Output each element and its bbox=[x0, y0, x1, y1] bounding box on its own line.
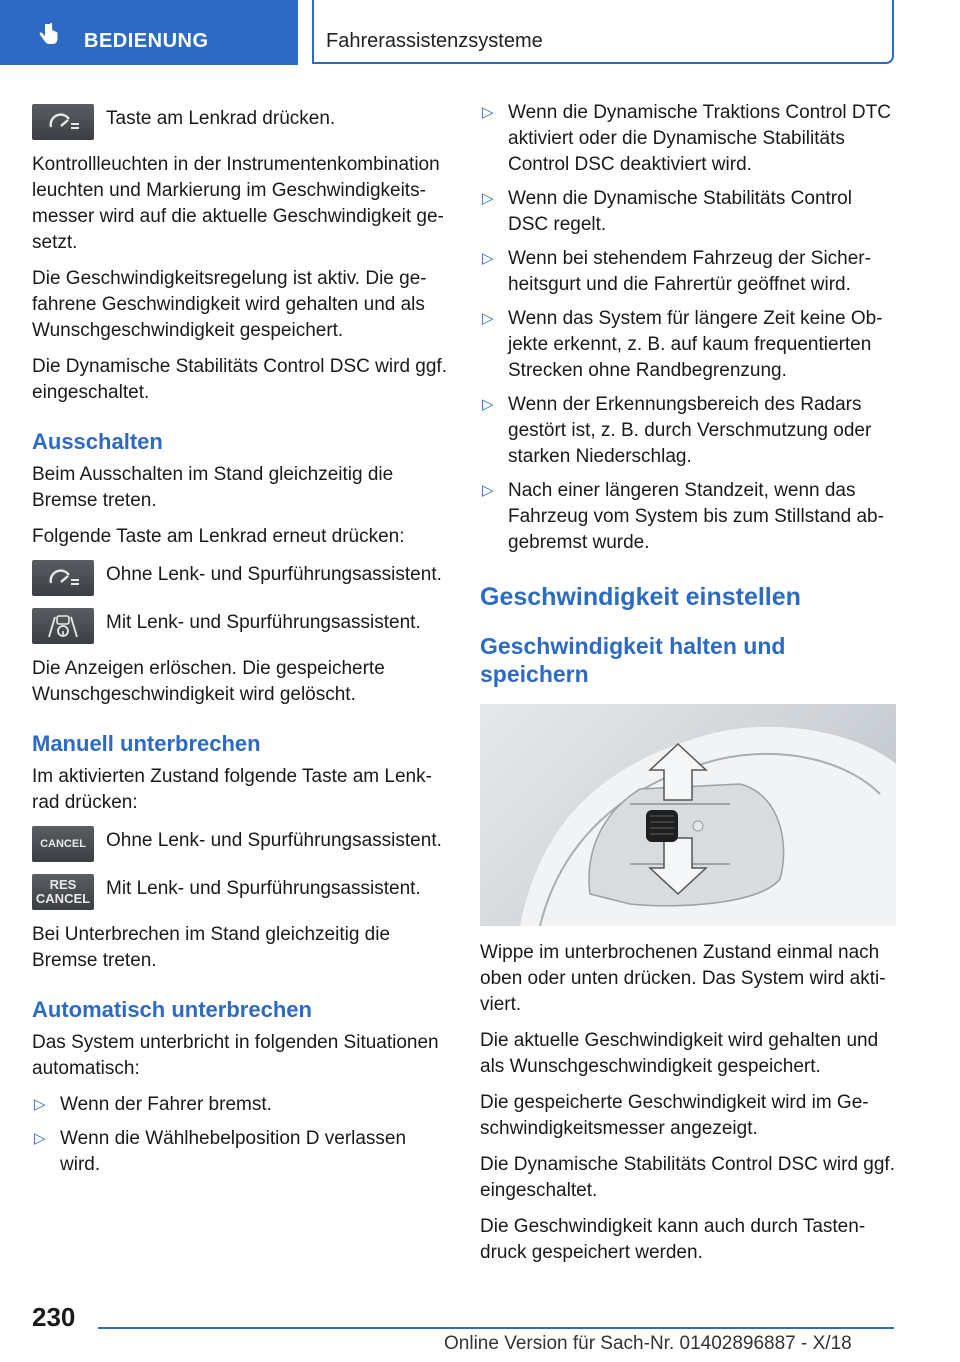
section-label: BEDIENUNG bbox=[84, 30, 209, 52]
speedometer-icon bbox=[41, 109, 85, 135]
paragraph: Wippe im unterbrochenen Zustand einmal nach oben oder unten drücken. Das System wird aktiviert. bbox=[480, 942, 886, 1015]
list-item: ▷ Wenn bei stehendem Fahrzeug der Sicherheitsgurt und die Fahrertür geöffnet wird. bbox=[482, 248, 871, 295]
cancel-button-icon bbox=[32, 826, 94, 862]
heading-ausschalten: Ausschalten bbox=[32, 429, 163, 454]
button-caption: Mit Lenk- und Spurführungsassistent. bbox=[106, 612, 421, 633]
chapter-title: Fahrerassistenzsysteme bbox=[326, 30, 543, 52]
footer-divider bbox=[98, 1327, 894, 1329]
list-item: ▷ Wenn der Fahrer bremst. bbox=[32, 1092, 448, 1118]
steering-wheel-rocker-photo bbox=[480, 704, 896, 926]
paragraph: Die gespeicherte Geschwindigkeit wird im Geschwindigkeitsmesser angezeigt. bbox=[480, 1092, 869, 1139]
res-cancel-button-icon bbox=[32, 874, 94, 910]
triangle-bullet-icon: ▷ bbox=[34, 1096, 46, 1113]
list-item: ▷ Wenn die Dynamische Traktions Control DTC aktiviert oder die Dynamische Stabilitäts Control DSC deaktiviert wird. bbox=[482, 102, 891, 175]
triangle-bullet-icon: ▷ bbox=[482, 482, 494, 499]
button-row-off-2 bbox=[32, 608, 448, 644]
bullet-list-right bbox=[480, 100, 896, 556]
list-item: ▷ Wenn der Erkennungsbereich des Radars gestört ist, z. B. durch Verschmutzung oder starken Niederschlag. bbox=[482, 394, 872, 467]
paragraph: Kontrollleuchten in der Instrumentenkombination leuchten und Markierung im Geschwindigkeitsmesser wird auf die aktuelle Geschwindigkeit gesetzt. bbox=[32, 154, 444, 253]
button-caption: Mit Lenk- und Spurführungsassistent. bbox=[106, 878, 421, 899]
cruise-control-button-icon bbox=[32, 560, 94, 596]
cancel-label: CANCEL bbox=[40, 838, 86, 850]
paragraph: Bei Unterbrechen im Stand gleichzeitig die Bremse treten. bbox=[32, 924, 391, 971]
triangle-bullet-icon: ▷ bbox=[482, 190, 494, 207]
list-item: ▷ Wenn die Dynamische Stabilitäts Control DSC regelt. bbox=[482, 188, 852, 235]
paragraph: Im aktivierten Zustand folgende Taste am Lenkrad drücken: bbox=[32, 766, 432, 813]
paragraph: Die Geschwindigkeit kann auch durch Tastendruck gespeichert werden. bbox=[480, 1216, 866, 1263]
button-caption: Taste am Lenkrad drücken. bbox=[106, 108, 336, 129]
heading-manuell: Manuell unterbrechen bbox=[32, 731, 261, 756]
list-item: ▷ Wenn die Wählhebelposition D verlassen wird. bbox=[34, 1128, 407, 1175]
cruise-control-button-icon bbox=[32, 104, 94, 140]
left-column bbox=[32, 100, 448, 1188]
paragraph: Die aktuelle Geschwindigkeit wird gehalten und als Wunschgeschwindigkeit gespeichert. bbox=[480, 1030, 879, 1077]
section-tab bbox=[0, 0, 298, 65]
speedometer-icon bbox=[41, 565, 85, 591]
bullet-list-left bbox=[32, 1092, 448, 1178]
paragraph: Die Dynamische Stabilitäts Control DSC wird ggf. eingeschaltet. bbox=[480, 1154, 895, 1201]
list-item: ▷ Wenn das System für längere Zeit keine Objekte erkennt, z. B. auf kaum frequentierten Strecken ohne Randbegrenzung. bbox=[482, 308, 883, 381]
cancel-label: CANCEL bbox=[35, 891, 91, 906]
paragraph: Beim Ausschalten im Stand gleichzeitig die Bremse treten. bbox=[32, 464, 394, 511]
steering-lane-icon bbox=[41, 613, 85, 639]
paragraph: Die Anzeigen erlöschen. Die gespeicherte Wunschgeschwindigkeit wird gelöscht. bbox=[32, 658, 385, 705]
triangle-bullet-icon: ▷ bbox=[482, 396, 494, 413]
list-item: ▷ Nach einer längeren Standzeit, wenn das Fahrzeug vom System bis zum Stillstand abgebremst wurde. bbox=[482, 480, 884, 553]
paragraph: Folgende Taste am Lenkrad erneut drücken: bbox=[32, 526, 405, 547]
footer-version-text: Online Version für Sach-Nr. 01402896887 - X/18 bbox=[444, 1333, 852, 1354]
triangle-bullet-icon: ▷ bbox=[482, 250, 494, 267]
triangle-bullet-icon: ▷ bbox=[482, 104, 494, 121]
right-column bbox=[480, 100, 896, 1276]
button-row-off-1 bbox=[32, 560, 448, 596]
button-caption: Ohne Lenk- und Spurführungsassistent. bbox=[106, 564, 442, 585]
page-number: 230 bbox=[32, 1302, 76, 1332]
heading-automatisch: Automatisch unterbrechen bbox=[32, 997, 312, 1022]
paragraph: Das System unterbricht in folgenden Situationen automatisch: bbox=[32, 1032, 439, 1079]
heading-geschwindigkeit-einstellen: Geschwindigkeit einstellen bbox=[480, 583, 801, 611]
paragraph: Die Dynamische Stabilitäts Control DSC wird ggf. eingeschaltet. bbox=[32, 356, 447, 403]
button-row-cruise bbox=[32, 104, 448, 140]
lane-assist-button-icon bbox=[32, 608, 94, 644]
button-row-cancel bbox=[32, 826, 448, 862]
paragraph: Die Geschwindigkeitsregelung ist aktiv. Die gefahrene Geschwindigkeit wird gehalten und als Wunschgeschwindigkeit gespeichert. bbox=[32, 268, 427, 341]
rocker-switch-illustration bbox=[480, 704, 896, 926]
triangle-bullet-icon: ▷ bbox=[482, 310, 494, 327]
hand-icon bbox=[36, 22, 62, 48]
heading-halten-speichern: Geschwindigkeit halten und speichern bbox=[480, 633, 786, 687]
button-row-res-cancel bbox=[32, 874, 448, 910]
triangle-bullet-icon: ▷ bbox=[34, 1130, 46, 1147]
chapter-header bbox=[312, 0, 894, 64]
res-label: RES bbox=[49, 877, 77, 892]
button-caption: Ohne Lenk- und Spurführungsassistent. bbox=[106, 830, 442, 851]
